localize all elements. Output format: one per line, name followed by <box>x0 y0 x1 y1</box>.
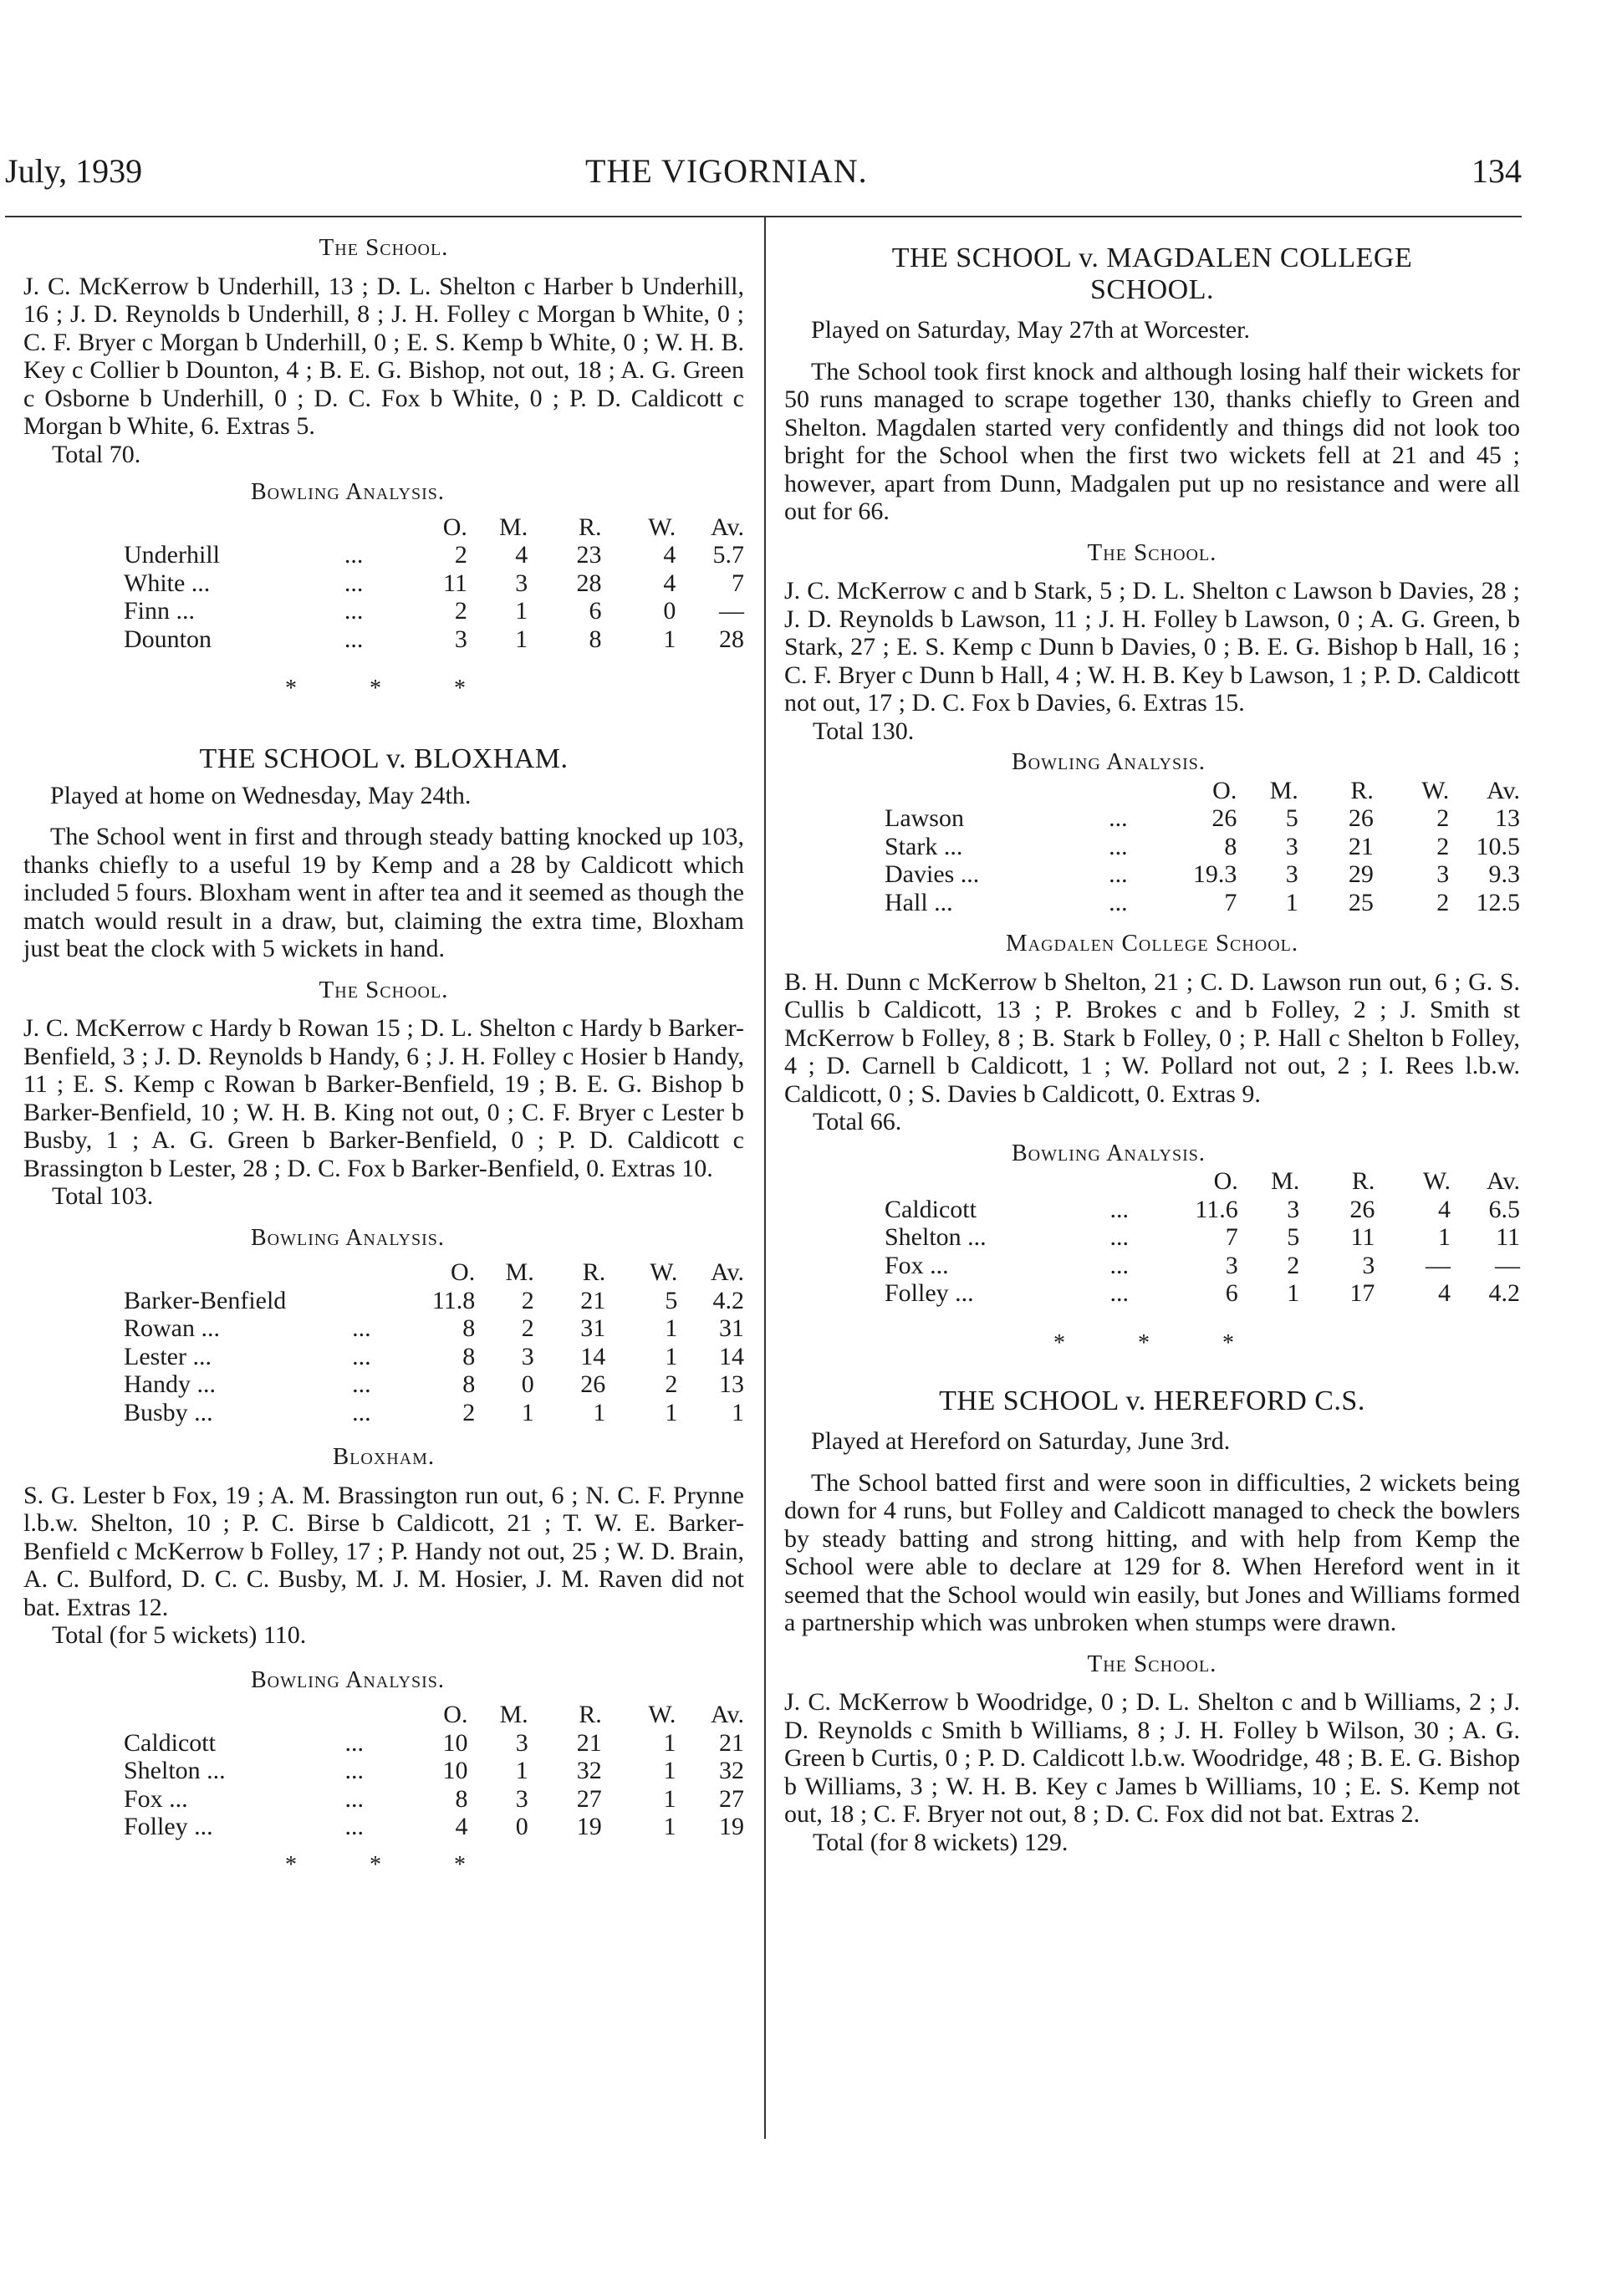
bowling-cell-name: Caldicott <box>885 1195 977 1223</box>
bowling-cell-name: Handy ... <box>124 1370 216 1398</box>
header-rule <box>5 216 1522 217</box>
bowling-cell-name: Underhill <box>124 541 220 569</box>
bowling-cell-o: 6 <box>1225 1279 1238 1307</box>
bowling-row <box>885 860 1520 889</box>
bowling-cell-av: 6.5 <box>1488 1195 1520 1223</box>
right-column <box>784 242 1520 1856</box>
heading-part: THE SCHOOL v. BLOXHAM. <box>199 742 569 774</box>
innings-total: Total 66. <box>813 1108 902 1135</box>
match-played: Played at Hereford on Saturday, June 3rd. <box>811 1427 1231 1455</box>
bowling-cell-m: 1 <box>521 1398 534 1426</box>
bowling-cell-av: 7 <box>732 569 744 597</box>
match-report: The School batted first and were soon in difficulties, 2 wickets being down for 4 runs, but Folley and Caldicott managed to check the bowlers by steady batting and strong hitting, and with help from Kemp the School were able to declare at 129 for 8. When Hereford went in it seemed that the School would win easily, but Jones and Williams formed a partnership which was unbroken when stumps were drawn. <box>784 1468 1520 1636</box>
bowling-col-header: W. <box>1421 776 1450 804</box>
match-report: The School took first knock and although losing half their wickets for 50 runs managed to scrape together 130, thanks chiefly to Green and Shelton. Magdalen started very confidently and things did not look too bright for the School when the first two wickets fell at 21 and 45 ; however, apart from Dunn, Madgalen put up no resistance and were all out for 66. <box>784 357 1520 525</box>
bowling-col-header: O. <box>442 513 467 541</box>
bowling-cell-av: 12.5 <box>1476 888 1520 916</box>
bowling-cell-dots: ... <box>1109 832 1128 860</box>
bowling-cell-w: 2 <box>665 1370 678 1398</box>
bowling-cell-av: 10.5 <box>1476 832 1520 860</box>
bowling-cell-name: Shelton ... <box>885 1223 987 1251</box>
bowling-cell-av: — <box>719 597 744 625</box>
bowling-cell-m: 2 <box>521 1314 534 1342</box>
bowling-cell-o: 2 <box>454 541 467 569</box>
bowling-cell-r: 25 <box>1348 888 1374 916</box>
bowling-cell-name: Lawson <box>885 804 964 832</box>
bowling-cell-w: 1 <box>663 1728 676 1757</box>
bowling-cell-r: 1 <box>593 1398 606 1426</box>
bowling-cell-m: 0 <box>521 1370 534 1398</box>
bowling-cell-r: 32 <box>576 1757 602 1784</box>
bowling-row <box>124 569 744 598</box>
bowling-cell-o: 7 <box>1225 1223 1238 1251</box>
bowling-cell-w: 1 <box>663 1757 676 1784</box>
batting-scorecard: J. C. McKerrow c Hardy b Rowan 15 ; D. L. Shelton c Hardy b Barker-Benfield, 3 ; J. D. Reynolds b Handy, 6 ; J. H. Folley c Hosier b Handy, 11 ; E. S. Kemp c Rowan b Barker-Benfield, 19 ; B. E. G. Bishop b Barker-Benfield, 10 ; W. H. B. King not out, 0 ; C. F. Bryer c Lester b Busby, 1 ; A. G. Green b Barker-Benfield, 0 ; P. D. Caldicott c Brassington b Lester, 28 ; D. C. Fox b Barker-Benfield, 0. Extras 10. <box>23 1014 744 1182</box>
bowling-cell-dots: ... <box>344 1728 365 1757</box>
match-heading: THE SCHOOL v. HEREFORD C.S. <box>939 1385 1365 1416</box>
bowling-header-row <box>885 777 1520 805</box>
bowling-cell-r: 26 <box>580 1370 606 1398</box>
bowling-cell-dots: ... <box>352 1314 371 1342</box>
bowling-cell-o: 3 <box>1225 1251 1238 1279</box>
bowling-cell-m: 3 <box>1285 832 1298 860</box>
bowling-row <box>124 1399 744 1427</box>
bowling-cell-r: 8 <box>589 625 602 653</box>
bowling-col-header: R. <box>1350 776 1374 804</box>
bowling-cell-r: 21 <box>576 1728 602 1757</box>
bowling-col-header: W. <box>648 1701 676 1728</box>
bowling-cell-name: Busby ... <box>124 1398 213 1426</box>
bowling-cell-name: Lester ... <box>124 1342 212 1370</box>
bowling-cell-av: 19 <box>719 1813 744 1840</box>
bowling-row <box>885 1196 1520 1224</box>
bowling-cell-w: 1 <box>663 1784 676 1813</box>
bowling-cell-r: 31 <box>580 1314 606 1342</box>
bowling-row <box>124 597 744 625</box>
batting-scorecard: J. C. McKerrow b Woodridge, 0 ; D. L. Shelton c and b Williams, 2 ; J. D. Reynolds c Smith b Williams, 8 ; J. H. Folley b Wilson, 30 ; A. G. Green b Curtis, 0 ; P. D. Caldicott l.b.w. Woodridge, 48 ; B. E. G. Bishop b Williams, 3 ; W. H. B. Key c James b Williams, 10 ; E. S. Kemp not out, 18 ; C. F. Bryer not out, 8 ; D. C. Fox did not bat. Extras 2. <box>784 1688 1520 1828</box>
bowling-cell-m: 3 <box>515 1784 528 1813</box>
bowling-cell-m: 3 <box>521 1342 534 1370</box>
bowling-col-header: O. <box>443 1701 468 1728</box>
bowling-cell-m: 4 <box>515 541 528 569</box>
bowling-cell-r: 26 <box>1348 804 1374 832</box>
bowling-cell-w: 2 <box>1436 832 1450 860</box>
bowling-table <box>124 513 744 654</box>
bowling-row <box>885 1279 1520 1308</box>
bowling-cell-name: Davies ... <box>885 860 980 888</box>
column-divider <box>764 216 766 2139</box>
bowling-analysis-title: Bowling Analysis. <box>1012 1140 1206 1166</box>
bowling-cell-name: Finn ... <box>124 597 196 625</box>
bowling-cell-dots: ... <box>344 1757 365 1784</box>
bowling-col-header: M. <box>499 513 528 541</box>
match-heading: THE SCHOOL v. MAGDALEN COLLEGE SCHOOL. <box>891 242 1413 305</box>
bowling-cell-r: 21 <box>580 1286 606 1314</box>
bowling-cell-name: Dounton <box>124 625 212 653</box>
bowling-cell-w: 4 <box>1437 1195 1451 1223</box>
bowling-cell-o: 19.3 <box>1192 860 1237 888</box>
header-page-number: 134 <box>1472 152 1522 190</box>
bowling-col-header: O. <box>451 1258 476 1286</box>
batting-scorecard: S. G. Lester b Fox, 19 ; A. M. Brassington run out, 6 ; N. C. F. Prynne l.b.w. Shelton, 10 ; P. C. Birse b Caldicott, 21 ; T. W. E. Barker-Benfield c McKerrow b Folley, 17 ; P. Handy not out, 25 ; W. D. Brain, A. C. Bulford, D. C. C. Busby, M. J. M. Hosier, J. M. Raven did not bat. Extras 12. <box>23 1481 744 1621</box>
bowling-cell-r: 21 <box>1348 832 1374 860</box>
bowling-cell-dots: ... <box>1109 1223 1129 1251</box>
bowling-row <box>885 889 1520 917</box>
bowling-table <box>124 1258 744 1426</box>
bowling-col-header: R. <box>582 1258 606 1286</box>
bowling-col-header: M. <box>499 1701 528 1728</box>
bowling-row <box>124 1729 744 1758</box>
bowling-cell-dots: ... <box>1109 804 1128 832</box>
bowling-cell-r: 17 <box>1349 1279 1375 1307</box>
bowling-cell-m: 1 <box>1287 1279 1300 1307</box>
bowling-cell-m: 3 <box>1285 860 1298 888</box>
bowling-cell-name: Hall ... <box>885 888 953 916</box>
bowling-cell-m: 1 <box>515 597 528 625</box>
bowling-row <box>124 625 744 654</box>
bowling-cell-dots: ... <box>1109 1251 1129 1279</box>
header-date: July, 1939 <box>5 152 143 190</box>
bowling-cell-dots: ... <box>344 1784 365 1813</box>
bowling-col-header: Av. <box>1487 776 1520 804</box>
innings-total: Total (for 5 wickets) 110. <box>52 1621 307 1649</box>
match-played: Played on Saturday, May 27th at Worcester. <box>811 316 1250 344</box>
innings-total: Total (for 8 wickets) 129. <box>813 1828 1069 1856</box>
bowling-col-header: W. <box>1422 1167 1451 1195</box>
bowling-cell-dots: ... <box>344 625 364 653</box>
bowling-analysis-title: Bowling Analysis. <box>1012 749 1206 775</box>
bowling-analysis-title: Bowling Analysis. <box>251 1666 445 1693</box>
bowling-col-header: R. <box>1351 1167 1375 1195</box>
bowling-col-header: M. <box>1269 776 1298 804</box>
bowling-cell-o: 10 <box>442 1757 468 1784</box>
bowling-cell-av: 9.3 <box>1488 860 1520 888</box>
bowling-cell-name: Shelton ... <box>124 1757 226 1784</box>
bowling-cell-o: 3 <box>454 625 467 653</box>
match-heading <box>23 743 744 775</box>
header-title: THE VIGORNIAN. <box>585 152 868 190</box>
bowling-cell-dots: ... <box>352 1398 371 1426</box>
bowling-cell-name: Folley ... <box>885 1279 974 1307</box>
bowling-col-header: R. <box>579 513 602 541</box>
bowling-row <box>124 541 744 569</box>
bowling-cell-m: 1 <box>515 1757 528 1784</box>
bowling-table <box>124 1701 744 1841</box>
bowling-cell-m: 2 <box>1287 1251 1300 1279</box>
team-heading: Magdalen College School. <box>1005 930 1299 957</box>
bowling-cell-m: 5 <box>1287 1223 1300 1251</box>
bowling-col-header: O. <box>1213 1167 1238 1195</box>
bowling-cell-dots: ... <box>1109 860 1128 888</box>
innings-total: Total 130. <box>813 717 915 745</box>
bowling-cell-w: 5 <box>665 1286 678 1314</box>
bowling-row <box>124 1813 744 1841</box>
batting-scorecard: B. H. Dunn c McKerrow b Shelton, 21 ; C. D. Lawson run out, 6 ; G. S. Cullis b Caldicott, 13 ; P. Brokes c and b Folley, 2 ; J. Smith st McKerrow b Folley, 8 ; B. Stark b Folley, 0 ; P. Hall c Shelton b Folley, 4 ; D. Carnell b Caldicott, 1 ; W. Pollard not out, 2 ; I. Rees l.b.w. Caldicott, 0 ; S. Davies b Caldicott, 0. Extras 9. <box>784 967 1520 1108</box>
bowling-cell-dots: ... <box>344 1813 365 1840</box>
bowling-row <box>124 1757 744 1785</box>
bowling-cell-w: 2 <box>1436 804 1450 832</box>
bowling-cell-w: 4 <box>663 569 676 597</box>
bowling-cell-w: — <box>1425 1251 1451 1279</box>
bowling-cell-r: 29 <box>1348 860 1374 888</box>
bowling-row <box>885 804 1520 833</box>
bowling-cell-w: 2 <box>1436 888 1450 916</box>
bowling-cell-av: 28 <box>719 625 744 653</box>
bowling-col-header: W. <box>650 1258 678 1286</box>
bowling-cell-r: 26 <box>1349 1195 1375 1223</box>
bowling-table <box>885 777 1520 917</box>
bowling-cell-name: Barker-Benfield <box>124 1286 287 1314</box>
bowling-cell-dots: ... <box>1109 1279 1129 1307</box>
bowling-cell-w: 1 <box>665 1314 678 1342</box>
bowling-cell-w: 1 <box>663 1813 676 1840</box>
bowling-row <box>124 1370 744 1399</box>
bowling-cell-m: 3 <box>515 1728 528 1757</box>
bowling-cell-name: Rowan ... <box>124 1314 220 1342</box>
bowling-cell-av: 4.2 <box>1488 1279 1520 1307</box>
bowling-col-header: O. <box>1212 776 1237 804</box>
bowling-cell-av: 1 <box>732 1398 744 1426</box>
bowling-header-row <box>124 1258 744 1287</box>
bowling-cell-dots: ... <box>1109 888 1128 916</box>
bowling-cell-m: 1 <box>515 625 528 653</box>
bowling-cell-w: 4 <box>1437 1279 1451 1307</box>
bowling-cell-av: 21 <box>719 1728 744 1757</box>
team-heading: Bloxham. <box>332 1443 436 1470</box>
innings-total: Total 103. <box>52 1182 154 1210</box>
bowling-cell-dots: ... <box>344 541 364 569</box>
bowling-cell-av: 32 <box>719 1757 744 1784</box>
bowling-cell-w: 3 <box>1436 860 1450 888</box>
bowling-cell-r: 3 <box>1362 1251 1375 1279</box>
bowling-row <box>885 1223 1520 1252</box>
bowling-cell-dots: ... <box>1109 1195 1129 1223</box>
team-heading: The School. <box>319 234 449 261</box>
bowling-cell-o: 8 <box>455 1784 468 1813</box>
batting-scorecard: J. C. McKerrow b Underhill, 13 ; D. L. Shelton c Harber b Underhill, 16 ; J. D. Reynolds b Underhill, 8 ; J. H. Folley c Morgan b White, 0 ; C. F. Bryer c Morgan b Underhill, 0 ; E. S. Kemp b White, 0 ; W. H. B. Key c Collier b Dounton, 4 ; B. E. G. Bishop, not out, 18 ; A. G. Green c Osborne b Underhill, 0 ; D. C. Fox b White, 0 ; P. D. Caldicott c Morgan b White, 6. Extras 5. <box>23 272 744 440</box>
innings-total: Total 70. <box>52 440 141 468</box>
bowling-cell-name: Fox ... <box>124 1784 188 1813</box>
bowling-col-header: M. <box>1271 1167 1300 1195</box>
bowling-cell-dots: ... <box>352 1370 371 1398</box>
bowling-cell-w: 1 <box>663 625 676 653</box>
bowling-cell-o: 8 <box>462 1314 476 1342</box>
bowling-cell-o: 11.6 <box>1195 1195 1238 1223</box>
bowling-cell-o: 11 <box>443 569 467 597</box>
bowling-cell-dots: ... <box>344 597 364 625</box>
bowling-header-row <box>124 513 744 542</box>
bowling-cell-r: 28 <box>576 569 602 597</box>
bowling-col-header: Av. <box>711 1701 744 1728</box>
bowling-cell-av: — <box>1495 1251 1520 1279</box>
bowling-row <box>885 833 1520 861</box>
team-heading: The School. <box>319 976 449 1003</box>
bowling-cell-o: 7 <box>1224 888 1237 916</box>
bowling-cell-o: 8 <box>462 1342 476 1370</box>
bowling-analysis-title: Bowling Analysis. <box>251 479 445 505</box>
bowling-cell-name: Fox ... <box>885 1251 949 1279</box>
left-column <box>23 234 744 1879</box>
bowling-table <box>885 1167 1520 1308</box>
team-heading: The School. <box>1087 1650 1217 1677</box>
bowling-header-row <box>885 1167 1520 1196</box>
bowling-cell-w: 1 <box>665 1398 678 1426</box>
bowling-cell-av: 31 <box>719 1314 744 1342</box>
bowling-cell-av: 4.2 <box>712 1286 744 1314</box>
bowling-cell-m: 2 <box>521 1286 534 1314</box>
match-report: The School went in first and through steady batting knocked up 103, thanks chiefly to a useful 19 by Kemp and a 28 by Caldicott which included 5 fours. Bloxham went in after tea and it seemed as though the match would result in a draw, but, claiming the extra time, Bloxham just beat the clock with 5 wickets in hand. <box>23 823 744 962</box>
bowling-cell-o: 10 <box>442 1728 468 1757</box>
bowling-row <box>124 1314 744 1343</box>
bowling-cell-o: 2 <box>454 597 467 625</box>
bowling-cell-av: 13 <box>1495 804 1520 832</box>
bowling-cell-r: 23 <box>576 541 602 569</box>
bowling-cell-w: 1 <box>1437 1223 1451 1251</box>
bowling-col-header: M. <box>505 1258 534 1286</box>
bowling-col-header: Av. <box>711 1258 744 1286</box>
section-separator: * * * <box>285 1851 499 1878</box>
bowling-cell-w: 1 <box>665 1342 678 1370</box>
bowling-header-row <box>124 1701 744 1729</box>
match-played: Played at home on Wednesday, May 24th. <box>50 781 472 809</box>
bowling-cell-av: 5.7 <box>712 541 744 569</box>
bowling-cell-av: 13 <box>719 1370 744 1398</box>
bowling-col-header: W. <box>648 513 676 541</box>
bowling-cell-o: 8 <box>1224 832 1237 860</box>
bowling-cell-w: 4 <box>663 541 676 569</box>
bowling-cell-r: 19 <box>576 1813 602 1840</box>
bowling-cell-dots <box>329 1287 393 1315</box>
bowling-row <box>124 1785 744 1814</box>
bowling-cell-r: 11 <box>1350 1223 1375 1251</box>
team-heading: The School. <box>1087 538 1217 566</box>
section-separator: * * * <box>285 676 499 702</box>
bowling-cell-m: 5 <box>1285 804 1298 832</box>
bowling-cell-o: 8 <box>462 1370 476 1398</box>
bowling-cell-dots: ... <box>344 569 364 597</box>
bowling-cell-m: 0 <box>515 1813 528 1840</box>
bowling-row <box>124 1287 744 1315</box>
bowling-row <box>885 1252 1520 1280</box>
section-separator: * * * <box>1053 1329 1268 1356</box>
bowling-cell-av: 14 <box>719 1342 744 1370</box>
bowling-col-header: R. <box>579 1701 602 1728</box>
bowling-cell-name: Caldicott <box>124 1728 216 1757</box>
bowling-cell-m: 1 <box>1285 888 1298 916</box>
bowling-cell-o: 2 <box>462 1398 476 1426</box>
bowling-col-header: Av. <box>711 513 744 541</box>
bowling-cell-o: 11.8 <box>431 1286 476 1314</box>
bowling-analysis-title: Bowling Analysis. <box>251 1224 445 1251</box>
bowling-cell-name: White ... <box>124 569 211 597</box>
bowling-cell-o: 26 <box>1211 804 1237 832</box>
bowling-cell-r: 14 <box>580 1342 606 1370</box>
bowling-row <box>124 1343 744 1371</box>
bowling-cell-o: 4 <box>455 1813 468 1840</box>
bowling-cell-av: 11 <box>1496 1223 1520 1251</box>
bowling-cell-dots: ... <box>352 1342 371 1370</box>
bowling-col-header: Av. <box>1487 1167 1520 1195</box>
bowling-cell-r: 6 <box>589 597 602 625</box>
bowling-cell-m: 3 <box>515 569 528 597</box>
bowling-cell-r: 27 <box>576 1784 602 1813</box>
bowling-cell-name: Folley ... <box>124 1813 213 1840</box>
bowling-cell-m: 3 <box>1287 1195 1300 1223</box>
batting-scorecard: J. C. McKerrow c and b Stark, 5 ; D. L. Shelton c Lawson b Davies, 28 ; J. D. Reynolds b Lawson, 11 ; J. H. Folley b Lawson, 0 ; A. G. Green, b Stark, 27 ; E. S. Kemp c Dunn b Davies, 0 ; B. E. G. Bishop b Hall, 16 ; C. F. Bryer c Dunn b Hall, 4 ; W. H. B. Key b Lawson, 1 ; P. D. Caldicott not out, 17 ; D. C. Fox b Davies, 6. Extras 15. <box>784 577 1520 717</box>
bowling-cell-av: 27 <box>719 1784 744 1813</box>
bowling-cell-w: 0 <box>663 597 676 625</box>
bowling-cell-name: Stark ... <box>885 832 963 860</box>
